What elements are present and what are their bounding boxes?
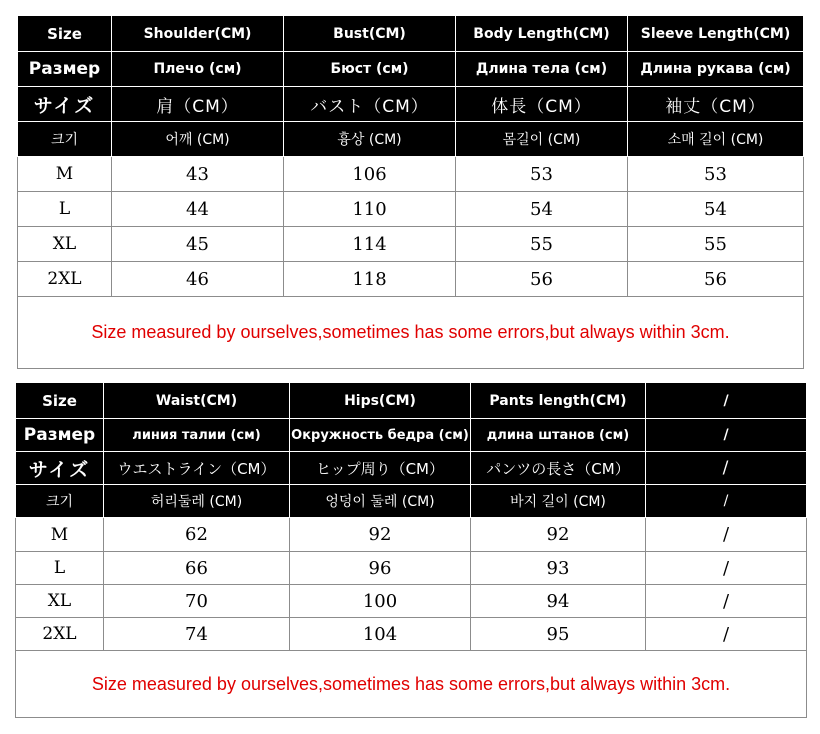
header-cell: 크기 (16, 485, 104, 518)
header-cell: Размер (16, 419, 104, 452)
size-cell: 2XL (18, 262, 112, 297)
value-cell: 106 (284, 157, 456, 192)
header-cell: Pants length(CM) (471, 383, 646, 419)
value-cell: 43 (112, 157, 284, 192)
measurement-note: Size measured by ourselves,sometimes has some errors,but always within 3cm. (18, 297, 804, 369)
header-cell: 엉덩이 둘레 (CM) (290, 485, 471, 518)
header-cell: линия талии (см) (104, 419, 290, 452)
header-cell: Bust(CM) (284, 16, 456, 52)
note-row (16, 651, 807, 718)
header-row-russian (18, 52, 804, 87)
value-cell: / (646, 618, 807, 651)
header-cell: / (646, 419, 807, 452)
header-cell: Waist(CM) (104, 383, 290, 419)
header-cell: Shoulder(CM) (112, 16, 284, 52)
value-cell: 100 (290, 585, 471, 618)
header-cell: Размер (18, 52, 112, 87)
size-cell: M (18, 157, 112, 192)
value-cell: / (646, 518, 807, 552)
size-cell: XL (16, 585, 104, 618)
header-row-english (18, 16, 804, 52)
header-cell: サイズ (16, 452, 104, 485)
value-cell: / (646, 585, 807, 618)
value-cell: 44 (112, 192, 284, 227)
value-cell: 53 (628, 157, 804, 192)
value-cell: 94 (471, 585, 646, 618)
header-cell: バスト（CM） (284, 87, 456, 122)
table-row (18, 157, 804, 192)
header-row-japanese (18, 87, 804, 122)
size-cell: L (18, 192, 112, 227)
note-row (18, 297, 804, 369)
size-cell: 2XL (16, 618, 104, 651)
header-cell: 袖丈（CM） (628, 87, 804, 122)
value-cell: 92 (290, 518, 471, 552)
value-cell: 95 (471, 618, 646, 651)
header-cell: / (646, 452, 807, 485)
value-cell: 54 (628, 192, 804, 227)
header-cell: / (646, 383, 807, 419)
value-cell: 56 (628, 262, 804, 297)
value-cell: 92 (471, 518, 646, 552)
size-cell: L (16, 552, 104, 585)
table-row (16, 552, 807, 585)
header-cell: / (646, 485, 807, 518)
value-cell: 62 (104, 518, 290, 552)
value-cell: 45 (112, 227, 284, 262)
header-cell: サイズ (18, 87, 112, 122)
header-row-english (16, 383, 807, 419)
value-cell: 55 (628, 227, 804, 262)
header-cell: Длина тела (см) (456, 52, 628, 87)
value-cell: 74 (104, 618, 290, 651)
table-row (18, 227, 804, 262)
header-cell: 몸길이 (CM) (456, 122, 628, 157)
header-cell: 肩（CM） (112, 87, 284, 122)
value-cell: 114 (284, 227, 456, 262)
value-cell: 110 (284, 192, 456, 227)
header-cell: 허리둘레 (CM) (104, 485, 290, 518)
header-cell: 흉상 (CM) (284, 122, 456, 157)
size-cell: XL (18, 227, 112, 262)
header-row-korean (18, 122, 804, 157)
header-cell: Hips(CM) (290, 383, 471, 419)
size-cell: M (16, 518, 104, 552)
header-cell: 体長（CM） (456, 87, 628, 122)
header-cell: Бюст (см) (284, 52, 456, 87)
value-cell: / (646, 552, 807, 585)
header-row-russian (16, 419, 807, 452)
table-row (16, 585, 807, 618)
header-cell: Size (18, 16, 112, 52)
value-cell: 56 (456, 262, 628, 297)
header-cell: パンツの長さ（CM） (471, 452, 646, 485)
table-row (16, 518, 807, 552)
header-cell: Body Length(CM) (456, 16, 628, 52)
table-row (18, 192, 804, 227)
value-cell: 46 (112, 262, 284, 297)
header-cell: 어깨 (CM) (112, 122, 284, 157)
header-cell: 소매 길이 (CM) (628, 122, 804, 157)
value-cell: 54 (456, 192, 628, 227)
value-cell: 93 (471, 552, 646, 585)
header-cell: Size (16, 383, 104, 419)
header-cell: 크기 (18, 122, 112, 157)
table-row (16, 618, 807, 651)
value-cell: 104 (290, 618, 471, 651)
value-cell: 66 (104, 552, 290, 585)
header-cell: Окружность бедра (см) (290, 419, 471, 452)
header-row-korean (16, 485, 807, 518)
header-cell: ヒップ周り（CM） (290, 452, 471, 485)
pants-size-table (15, 382, 807, 718)
value-cell: 118 (284, 262, 456, 297)
header-cell: Длина рукава (см) (628, 52, 804, 87)
header-cell: Sleeve Length(CM) (628, 16, 804, 52)
measurement-note: Size measured by ourselves,sometimes has some errors,but always within 3cm. (16, 651, 807, 718)
value-cell: 53 (456, 157, 628, 192)
tops-size-table (17, 15, 804, 369)
header-cell: 바지 길이 (CM) (471, 485, 646, 518)
value-cell: 55 (456, 227, 628, 262)
header-row-japanese (16, 452, 807, 485)
header-cell: длина штанов (см) (471, 419, 646, 452)
value-cell: 96 (290, 552, 471, 585)
value-cell: 70 (104, 585, 290, 618)
header-cell: Плечо (см) (112, 52, 284, 87)
table-row (18, 262, 804, 297)
header-cell: ウエストライン（CM） (104, 452, 290, 485)
